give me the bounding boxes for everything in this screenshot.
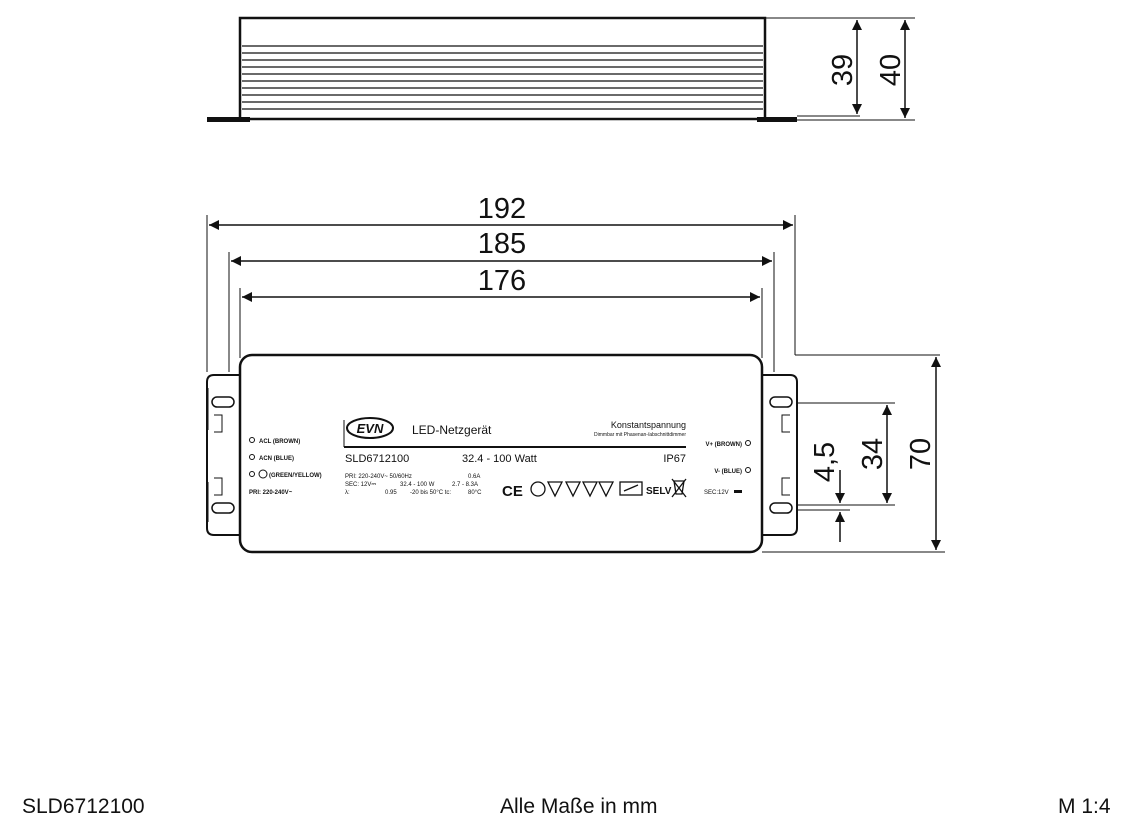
footer-units: Alle Maße in mm bbox=[500, 795, 658, 818]
label-sec-line: SEC: 12V⎓ bbox=[345, 482, 377, 488]
wire-label: (GREEN/YELLOW) bbox=[269, 473, 322, 479]
label-temp: -20 bis 50°C tc: bbox=[410, 490, 452, 496]
dim-height-total: 40 bbox=[875, 53, 907, 87]
dim-length-holes: 185 bbox=[477, 228, 527, 260]
dim-length-total: 192 bbox=[477, 193, 527, 225]
label-title: LED-Netzgerät bbox=[412, 423, 492, 437]
selv-mark: SELV bbox=[646, 486, 672, 497]
left-pri: PRI: 220-240V~ bbox=[249, 490, 293, 496]
label-ip: IP67 bbox=[663, 453, 686, 465]
wire-label: ACN (BLUE) bbox=[259, 456, 294, 462]
label-model: SLD6712100 bbox=[345, 453, 410, 465]
label-sec-current: 2.7 - 8.3A bbox=[452, 482, 479, 488]
label-sec-power: 32.4 - 100 W bbox=[400, 482, 435, 488]
wire-vminus: V- (BLUE) bbox=[714, 469, 742, 475]
length-dimensions bbox=[207, 215, 940, 372]
side-view bbox=[207, 18, 915, 122]
label-mode-sub: Dimmbar mit Phasenan-/abschnittdimmer bbox=[594, 432, 686, 438]
dim-width-total: 70 bbox=[905, 437, 937, 471]
label-pri-line: PRI: 220-240V~ 50/60Hz bbox=[345, 474, 412, 480]
right-sec: SEC:12V bbox=[704, 490, 729, 496]
dim-offset: 4,5 bbox=[809, 441, 841, 483]
logo-text: EVN bbox=[356, 421, 384, 436]
label-lambda-value: 0.95 bbox=[385, 490, 397, 496]
label-pri-current: 0.6A bbox=[468, 474, 481, 480]
wire-vplus: V+ (BROWN) bbox=[705, 442, 742, 448]
label-power: 32.4 - 100 Watt bbox=[462, 453, 537, 465]
dim-height-body: 39 bbox=[827, 53, 859, 87]
footer-scale: M 1:4 bbox=[1058, 795, 1111, 818]
label-lambda: λ: bbox=[345, 490, 350, 496]
wire-label: ACL (BROWN) bbox=[259, 439, 301, 445]
label-tc: 80°C bbox=[468, 490, 482, 496]
footer-model: SLD6712100 bbox=[22, 795, 145, 818]
label-mode: Konstantspannung bbox=[610, 420, 686, 430]
dim-hole-spacing: 34 bbox=[857, 437, 889, 471]
dim-length-body: 176 bbox=[477, 265, 527, 297]
ce-mark: CE bbox=[502, 483, 523, 500]
